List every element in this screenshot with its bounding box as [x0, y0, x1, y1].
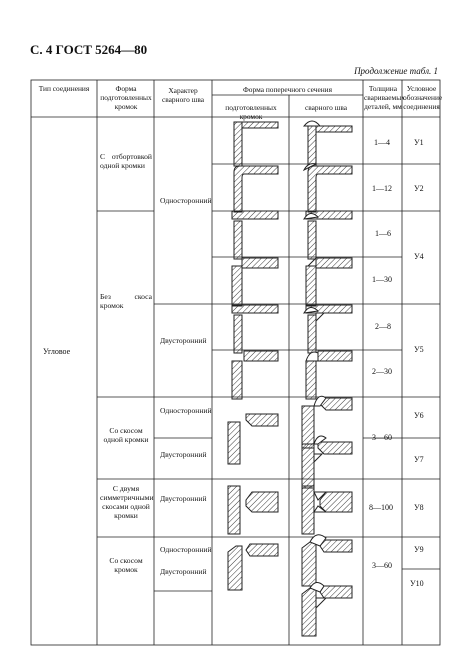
- group-no-bevel: Без скоса кромок: [100, 292, 152, 310]
- thickness-value: 1—4: [374, 138, 390, 147]
- col-header-edge-shape: Форма подготовленных кромок: [100, 84, 152, 111]
- continuation-label: Продолжение табл. 1: [354, 66, 438, 76]
- col-header-cross-section: Форма поперечного сечения: [242, 85, 333, 94]
- group-single-bevel: Со скосом одной кромки: [103, 426, 149, 444]
- designation-code: У7: [414, 455, 424, 464]
- char-two-sided: Двусторонний: [160, 494, 207, 503]
- col-header-type: Тип соединения: [38, 84, 90, 93]
- joint-type: Угловое: [43, 347, 71, 356]
- designation-code: У6: [414, 411, 424, 420]
- char-one-sided: Односторонний: [160, 406, 212, 415]
- group-bevel-edges: Со скосом кромок: [109, 556, 143, 574]
- thickness-value: 3—60: [372, 561, 392, 570]
- weld-section-figure: [296, 478, 356, 538]
- thickness-value: 2—30: [372, 367, 392, 376]
- designation-code: У10: [410, 579, 424, 588]
- char-two-sided: Двусторонний: [160, 567, 207, 576]
- edge-shape-figure: [222, 478, 282, 538]
- designation-code: У4: [414, 252, 424, 261]
- weld-section-figure: [296, 580, 356, 640]
- designation-code: У1: [414, 138, 424, 147]
- col-header-prepared-edges: подготовленных кромок: [225, 103, 277, 121]
- group-flanged-one-edge: С отбортовкой одной кромки: [100, 152, 152, 170]
- edge-shape-figure: [222, 345, 282, 405]
- thickness-value: 1—6: [375, 229, 391, 238]
- designation-code: У5: [414, 345, 424, 354]
- designation-code: У2: [414, 184, 424, 193]
- char-two-sided: Двусторонний: [160, 450, 207, 459]
- col-header-weld: сварного шва: [304, 103, 348, 112]
- thickness-value: 2—8: [375, 322, 391, 331]
- designation-code: У9: [414, 545, 424, 554]
- designation-code: У8: [414, 503, 424, 512]
- col-header-designation: Условное обозначение соединения: [403, 84, 443, 111]
- char-one-sided: Односторонний: [160, 545, 212, 554]
- group-double-bevel: С двумя симметричными скосами одной кромки: [100, 484, 154, 520]
- thickness-value: 1—12: [372, 184, 392, 193]
- col-header-thickness: Толщина свариваемых деталей, мм: [364, 84, 405, 111]
- thickness-value: 8—100: [369, 503, 393, 512]
- col-header-weld-character: Характер сварного шва: [161, 86, 205, 104]
- char-one-sided: Односторонний: [160, 196, 212, 205]
- thickness-value: 3—60: [372, 433, 392, 442]
- page-header: С. 4 ГОСТ 5264—80: [30, 42, 148, 57]
- edge-shape-figure: [222, 534, 282, 594]
- char-two-sided: Двусторонний: [160, 336, 207, 345]
- thickness-value: 1—30: [372, 275, 392, 284]
- edge-shape-figure: [222, 408, 282, 468]
